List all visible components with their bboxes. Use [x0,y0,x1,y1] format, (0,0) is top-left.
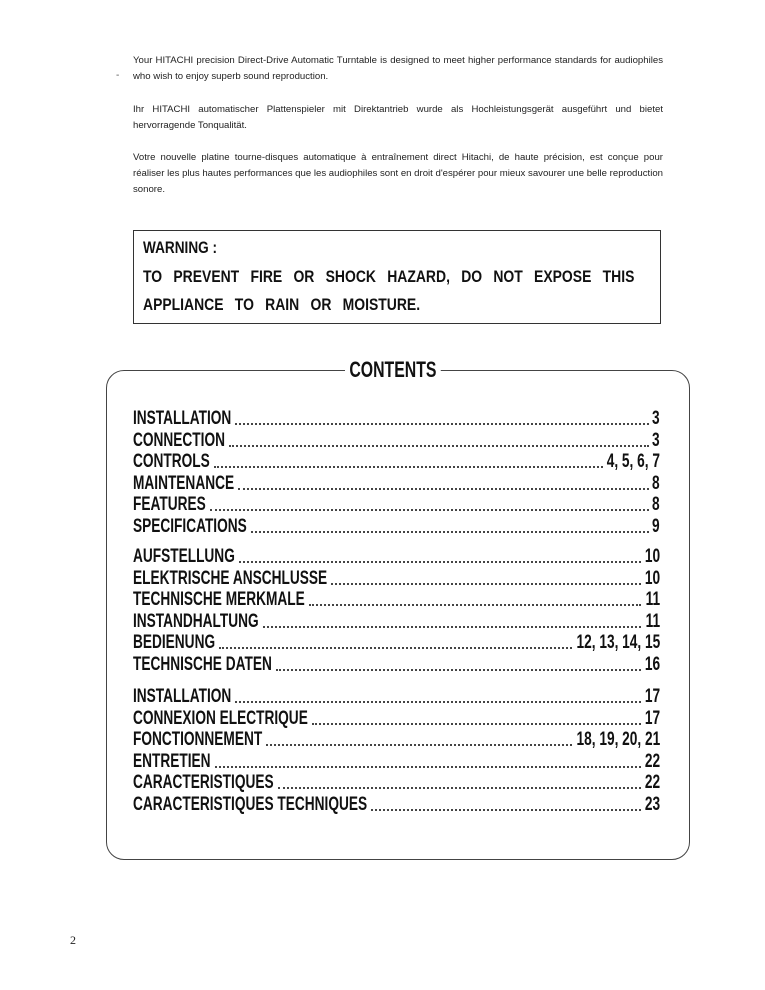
toc-dot-leader [238,488,649,490]
toc-label: CONTROLS [133,451,210,473]
toc-label: CARACTERISTIQUES [133,772,274,794]
toc-entry-french [133,686,660,708]
toc-dot-leader [215,766,641,768]
toc-label: INSTALLATION [133,408,232,429]
toc-dot-leader [214,466,603,468]
toc-entry-german [133,632,660,654]
toc-page-number: 17 [644,686,660,707]
toc-dot-leader [371,809,641,811]
toc-dot-leader [235,701,640,703]
warning-line-2: APPLIANCE TO RAIN OR MOISTURE. [143,295,421,314]
toc-page-number: 8 [652,472,660,494]
toc-entry-english [133,516,660,538]
toc-label-wrap [133,708,308,730]
toc-label-wrap [133,654,272,676]
toc-label-wrap [133,794,367,816]
toc-dot-leader [229,445,649,447]
toc-dot-leader [309,604,642,606]
toc-dot-leader [239,561,641,563]
toc-page-number: 11 [645,589,660,611]
intro-german [133,102,663,134]
toc-page-number: 10 [644,546,660,567]
contents-title: CONTENTS [345,357,441,383]
toc-label-wrap [133,729,262,751]
toc-label: ENTRETIEN [133,750,211,772]
toc-page-number: 12, 13, 14, 15 [576,632,660,654]
toc-label-wrap [133,473,234,495]
toc-label-wrap [133,430,225,452]
toc-label: BEDIENUNG [133,632,216,654]
toc-page-number: 9 [652,516,660,537]
intro-french-text: Votre nouvelle platine tourne-disques automatique à entraînement direct Hitachi, de haute précision, est conçue pour réaliser les plus hautes performances que les audiophiles sont en droit d'espérer pour mieux savourer une belle reproduction sonore. [133,152,663,195]
toc-entry-french [133,708,660,730]
toc-page-number: 16 [644,654,660,675]
toc-label-wrap [133,772,274,794]
toc-label: FONCTIONNEMENT [133,729,263,751]
toc-entry-german [133,611,660,633]
toc-label-wrap [133,408,231,430]
toc-label-wrap [133,494,206,516]
toc-label-wrap [133,611,259,633]
toc-label: AUFSTELLUNG [133,546,235,567]
toc-page-number: 3 [652,408,660,429]
intro-german-text: Ihr HITACHI automatischer Plattenspieler mit Direktantrieb wurde als Hochleistungsgerät ausgeführt und bietet hervorragende Tonqualität. [133,104,663,131]
toc-entry-french [133,751,660,773]
stray-mark: - [116,70,120,81]
toc-page-number: 22 [644,750,660,772]
toc-label: CONNEXION ELECTRIQUE [133,707,308,729]
toc-entry-english [133,473,660,495]
toc-label-wrap [133,751,211,773]
toc-label: CONNECTION [133,429,225,451]
toc-entry-english [133,408,660,430]
toc-label: FEATURES [133,494,206,516]
toc-page-number: 23 [644,794,660,815]
toc-label-wrap [133,632,215,654]
toc-label-wrap [133,686,231,708]
toc-dot-leader [210,509,649,511]
intro-english-text: Your HITACHI precision Direct-Drive Automatic Turntable is designed to meet higher performance standards for audiophiles who wish to enjoy superb sound reproduction. [133,55,663,82]
warning-line-1: TO PREVENT FIRE OR SHOCK HAZARD, DO NOT EXPOSE THIS [143,267,635,286]
toc-page-number: 17 [644,707,660,729]
toc-label: TECHNISCHE MERKMALE [133,589,305,611]
toc-dot-leader [276,669,641,671]
toc-page-number: 11 [645,610,660,632]
toc-label: CARACTERISTIQUES TECHNIQUES [133,794,368,815]
toc-entry-german [133,568,660,590]
toc-dot-leader [312,723,641,725]
toc-label-wrap [133,451,210,473]
toc-dot-leader [251,531,649,533]
toc-label: TECHNISCHE DATEN [133,654,272,675]
toc-entry-french [133,772,660,794]
toc-entry-french [133,729,660,751]
toc-entry-english [133,494,660,516]
toc-entry-english [133,430,660,452]
toc-dot-leader [263,626,642,628]
toc-entry-german [133,546,660,568]
toc-label: ELEKTRISCHE ANSCHLUSSE [133,567,328,589]
warning-box [133,230,661,324]
toc-entry-english [133,451,660,473]
toc-entry-german [133,589,660,611]
toc-page-number: 3 [652,429,660,451]
page-number: 2 [70,933,76,947]
toc-entry-german [133,654,660,676]
toc-page-number: 10 [644,567,660,589]
toc-page-number: 4, 5, 6, 7 [606,451,660,473]
toc-page-number: 8 [652,494,660,516]
toc-label: INSTALLATION [133,686,232,707]
intro-english [133,53,663,85]
intro-french [133,150,663,198]
toc-entry-french [133,794,660,816]
toc-label-wrap [133,546,235,568]
toc-dot-leader [266,744,572,746]
toc-dot-leader [235,423,649,425]
toc-label-wrap [133,516,247,538]
toc-dot-leader [219,647,572,649]
toc-page-number: 18, 19, 20, 21 [576,729,660,751]
warning-title: WARNING : [143,238,218,257]
toc-page-number: 22 [644,772,660,794]
toc-label-wrap [133,589,305,611]
toc-dot-leader [278,787,641,789]
toc-label-wrap [133,568,327,590]
toc-dot-leader [331,583,641,585]
toc-label: INSTANDHALTUNG [133,610,259,632]
toc-label: SPECIFICATIONS [133,516,247,537]
toc-label: MAINTENANCE [133,472,235,494]
